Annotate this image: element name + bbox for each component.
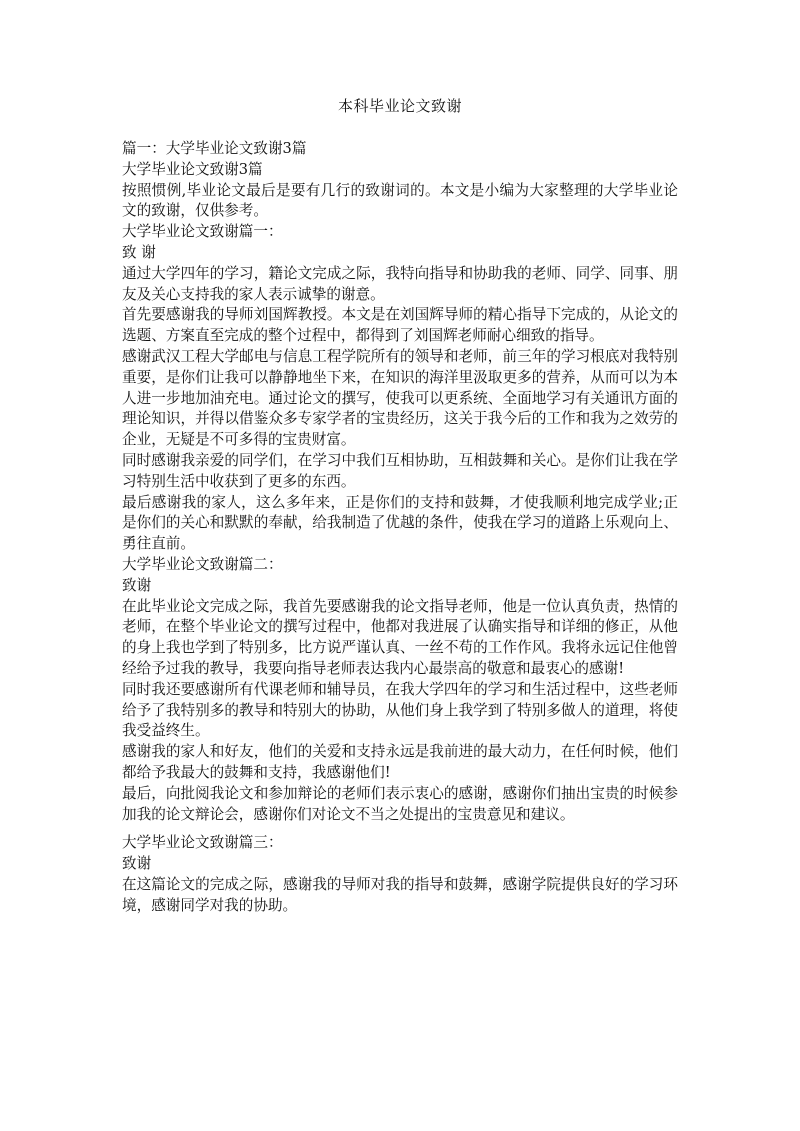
intro-paragraph: 按照惯例,毕业论文最后是要有几行的致谢词的。本文是小编为大家整理的大学毕业论文的致谢，仅供参考。: [122, 181, 678, 220]
part-heading: 大学毕业论文致谢篇三：: [122, 834, 283, 852]
paragraph: 最后，向批阅我论文和参加辩论的老师们表示衷心的感谢，感谢你们抽出宝贵的时候参加我的论文辩论会，感谢你们对论文不当之处提出的宝贵意见和建议。: [122, 784, 678, 823]
paragraph: 感谢武汉工程大学邮电与信息工程学院所有的领导和老师，前三年的学习根底对我特别重要，是你们让我可以静静地坐下来，在知识的海洋里汲取更多的营养，从而可以为本人进一步地加油充电。通过论文的撰写，使我可以更系统、全面地学习有关通讯方面的理论知识，并得以借鉴众多专家学者的宝贵经历，这关于我今后的工作和我为之效劳的企业，无疑是不可多得的宝贵财富。: [122, 347, 678, 449]
paragraph: 同时感谢我亲爱的同学们，在学习中我们互相协助，互相鼓舞和关心。是你们让我在学习特别生活中收获到了更多的东西。: [122, 451, 678, 490]
paragraph: 首先要感谢我的导师刘国辉教授。本文是在刘国辉导师的精心指导下完成的，从论文的选题、方案直至完成的整个过程中，都得到了刘国辉老师耐心细致的指导。: [122, 306, 678, 345]
page-title: 本科毕业论文致谢: [337, 97, 462, 115]
acknowledgement-heading: 致谢: [122, 855, 152, 873]
section-heading: 篇一：大学毕业论文致谢3篇: [122, 140, 307, 157]
paragraph: 感谢我的家人和好友，他们的关爱和支持永远是我前进的最大动力，在任何时候，他们都给予我最大的鼓舞和支持，我感谢他们!: [122, 743, 678, 781]
acknowledgement-heading: 致谢: [122, 576, 152, 594]
document-body: [122, 139, 678, 916]
paragraph: 在这篇论文的完成之际，感谢我的导师对我的指导和鼓舞，感谢学院提供良好的学习环境，感谢同学对我的协助。: [122, 875, 678, 914]
acknowledgement-heading: 致 谢: [122, 243, 156, 261]
part-heading: 大学毕业论文致谢篇一：: [122, 223, 283, 241]
paragraph: 通过大学四年的学习，籍论文完成之际，我特向指导和协助我的老师、同学、同事、朋友及关心支持我的家人表示诚挚的谢意。: [122, 264, 678, 303]
paragraph: 在此毕业论文完成之际，我首先要感谢我的论文指导老师，他是一位认真负责，热情的老师，在整个毕业论文的撰写过程中，他都对我进展了认确实指导和详细的修正，从他的身上我也学到了特别多，比方说严谨认真、一丝不苟的工作作风。我将永远记住他曾经给予过我的教导，我要向指导老师表达我内心最崇高的敬意和最衷心的感谢!: [122, 597, 678, 677]
spacer: [122, 825, 678, 833]
paragraph: 同时我还要感谢所有代课老师和辅导员，在我大学四年的学习和生活过程中，这些老师给予了我特别多的教导和特别大的协助，从他们身上我学到了特别多做人的道理，将使我受益终生。: [122, 680, 678, 740]
paragraph: 最后感谢我的家人，这么多年来，正是你们的支持和鼓舞，才使我顺利地完成学业;正是你们的关心和默默的奉献，给我制造了优越的条件，使我在学习的道路上乐观向上、勇往直前。: [122, 493, 678, 553]
subtitle: 大学毕业论文致谢3篇: [122, 160, 263, 178]
part-heading: 大学毕业论文致谢篇二：: [122, 555, 283, 573]
